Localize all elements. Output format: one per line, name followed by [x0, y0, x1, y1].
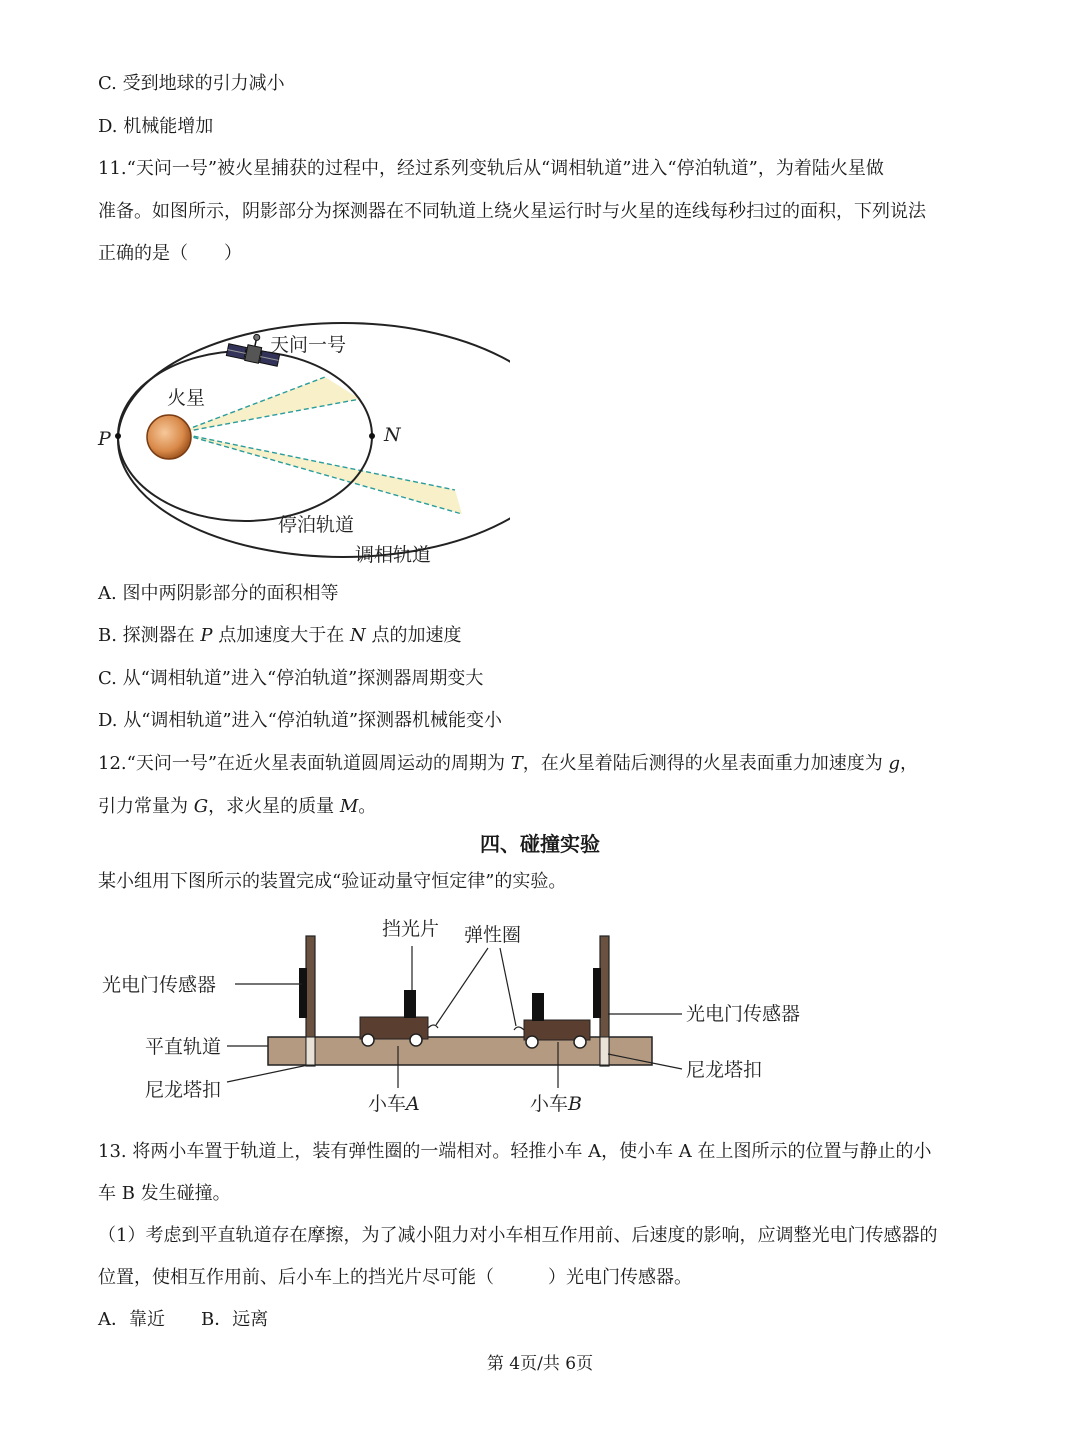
gate-left-label: 光电门传感器 — [102, 974, 217, 996]
spring-ring-label: 弹性圈 — [464, 924, 522, 946]
q12-line-1: 12.“天问一号”在近火星表面轨道圆周运动的周期为 T，在火星着陆后测得的火星表面重力加速度为 g， — [98, 753, 919, 774]
q11-stem-line-2: 准备。如图所示，阴影部分为探测器在不同轨道上绕火星运行时与火星的连线每秒扫过的面积，下列说法 — [98, 201, 926, 222]
orbit-figure — [90, 320, 510, 575]
q11-option-b: B. 探测器在 P 点加速度大于在 N 点的加速度 — [98, 625, 462, 646]
q13-sub1-line-2: 位置，使相互作用前、后小车上的挡光片尽可能（ ）光电门传感器。 — [98, 1267, 692, 1288]
collision-apparatus-figure — [90, 910, 830, 1120]
swept-area-near — [178, 377, 360, 433]
q10-option-c: C. 受到地球的引力减小 — [98, 73, 285, 94]
cart-b-wheel — [574, 1036, 586, 1048]
velcro-right-label: 尼龙塔扣 — [686, 1059, 763, 1081]
cart-b-wheel — [526, 1036, 538, 1048]
point-n-marker — [369, 433, 375, 439]
q11-option-c: C. 从“调相轨道”进入“停泊轨道”探测器周期变大 — [98, 668, 484, 689]
q12-line-2: 引力常量为 G，求火星的质量 M。 — [98, 796, 377, 817]
cart-b-shutter — [532, 993, 544, 1021]
q10-option-d: D. 机械能增加 — [98, 116, 214, 137]
track-label: 平直轨道 — [145, 1036, 222, 1058]
gate-sensor-right — [593, 968, 601, 1018]
cart-a-spring-ring — [428, 1025, 438, 1028]
gate-sensor-left — [299, 968, 307, 1018]
q13-line-1: 13. 将两小车置于轨道上，装有弹性圈的一端相对。轻推小车 A，使小车 A 在上图所示的位置与静止的小 — [98, 1141, 932, 1162]
q11-option-d: D. 从“调相轨道”进入“停泊轨道”探测器机械能变小 — [98, 710, 503, 731]
mars-label: 火星 — [167, 387, 206, 409]
cart-a-wheel — [410, 1034, 422, 1046]
q11-stem-line-1: 11.“天问一号”被火星捕获的过程中，经过系列变轨后从“调相轨道”进入“停泊轨道”，为着陆火星做 — [98, 158, 884, 179]
q11-option-a: A. 图中两阴影部分的面积相等 — [98, 583, 339, 604]
cart-b-label: 小车B — [530, 1093, 582, 1115]
point-n-label: N — [384, 424, 401, 446]
velcro-right — [600, 1037, 609, 1065]
cart-a-label: 小车A — [368, 1093, 420, 1115]
page-footer: 第 4页/共 6页 — [486, 1354, 594, 1374]
parking-orbit-label: 停泊轨道 — [278, 514, 355, 536]
cart-b-spring-ring — [514, 1027, 524, 1030]
cart-a-shutter — [404, 990, 416, 1018]
q13-options: A．靠近 B．远离 — [98, 1309, 269, 1330]
gate-right-label: 光电门传感器 — [686, 1003, 801, 1025]
q11-stem-line-3: 正确的是（ ） — [98, 243, 242, 264]
velcro-left — [306, 1037, 315, 1065]
probe-label: 天问一号 — [270, 334, 347, 356]
q13-line-2: 车 B 发生碰撞。 — [98, 1183, 231, 1204]
section-intro: 某小组用下图所示的装置完成“验证动量守恒定律”的实验。 — [98, 871, 567, 892]
velcro-left-label: 尼龙塔扣 — [145, 1079, 222, 1101]
q13-sub1-line-1: （1）考虑到平直轨道存在摩擦，为了减小阻力对小车相互作用前、后速度的影响，应调整光电门传感器的 — [98, 1225, 938, 1246]
point-p-label: P — [98, 428, 111, 450]
point-p-marker — [115, 433, 121, 439]
section-title: 四、碰撞实验 — [480, 832, 600, 856]
phasing-orbit-label: 调相轨道 — [355, 544, 432, 566]
track — [268, 1037, 652, 1065]
cart-a-wheel — [362, 1034, 374, 1046]
shutter-label: 挡光片 — [382, 918, 440, 940]
mars-planet — [147, 415, 191, 459]
